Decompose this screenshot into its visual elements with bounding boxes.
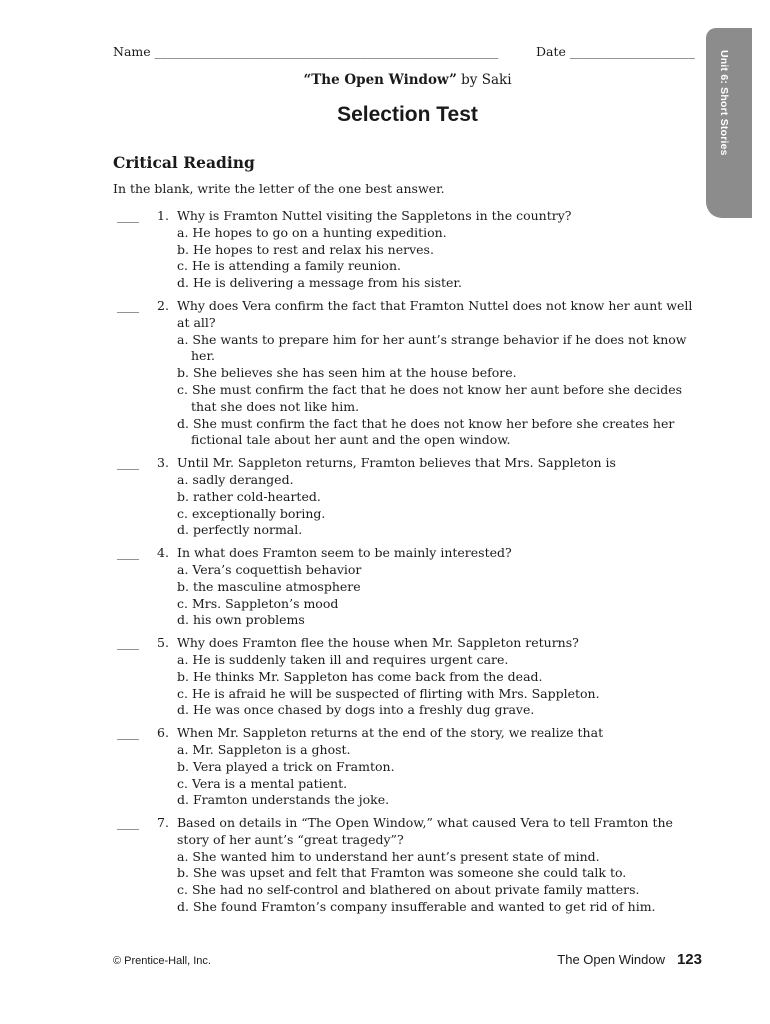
choice-a: a. Vera’s coquettish behavior	[177, 561, 362, 577]
page-number: 123	[676, 951, 702, 968]
answer-blank[interactable]: ____	[117, 545, 138, 561]
question-2	[113, 298, 703, 449]
question-list	[113, 208, 703, 916]
question-5	[113, 635, 703, 719]
page-footer	[557, 951, 702, 968]
choice-d: d. Framton understands the joke.	[177, 792, 390, 808]
choice-a: a. She wants to prepare him for her aunt’s strange behavior if he does not know her.	[177, 331, 687, 364]
choice-d: d. his own problems	[177, 612, 305, 628]
story-title: “The Open Window”	[303, 72, 457, 88]
question-number: 5.	[157, 635, 169, 651]
choice-a: a. He hopes to go on a hunting expedition.	[177, 224, 447, 240]
choice-d: d. perfectly normal.	[177, 522, 303, 538]
test-title: Selection Test	[337, 103, 478, 126]
question-prompt: Until Mr. Sappleton returns, Framton believes that Mrs. Sappleton is	[177, 455, 616, 471]
footer-title: The Open Window	[557, 952, 665, 967]
choice-a: a. She wanted him to understand her aunt’s present state of mind.	[177, 848, 600, 864]
choice-b: b. rather cold-hearted.	[177, 488, 321, 504]
story-title-line	[0, 72, 770, 88]
story-author: by Saki	[456, 72, 512, 88]
question-prompt: Why does Framton flee the house when Mr. Sappleton returns?	[177, 635, 579, 651]
choice-d: d. He is delivering a message from his sister.	[177, 275, 463, 291]
answer-blank[interactable]: ____	[117, 455, 138, 471]
choice-c: c. He is afraid he will be suspected of flirting with Mrs. Sappleton.	[177, 685, 600, 701]
question-1	[113, 208, 703, 292]
answer-blank[interactable]: ____	[117, 208, 138, 223]
copyright-notice: © Prentice-Hall, Inc.	[113, 955, 211, 967]
answer-blank[interactable]: ____	[117, 297, 138, 313]
choice-c: c. She must confirm the fact that he does not know her aunt before she decides that she does not like him.	[177, 381, 683, 414]
choice-d: d. She must confirm the fact that he does not know her before she creates her fictional tale about her aunt and the open window.	[177, 415, 675, 448]
question-number: 1.	[157, 208, 169, 223]
choice-a: a. He is suddenly taken ill and requires urgent care.	[177, 651, 509, 667]
question-3	[113, 455, 703, 539]
choice-c: c. exceptionally boring.	[177, 505, 326, 521]
question-prompt: Why is Framton Nuttel visiting the Sappletons in the country?	[177, 208, 572, 223]
unit-tab-label: Unit 6: Short Stories	[718, 50, 730, 156]
answer-blank[interactable]: ____	[117, 635, 138, 651]
answer-blank[interactable]: ____	[117, 725, 138, 741]
question-number: 4.	[157, 545, 169, 561]
answer-blank[interactable]: ____	[117, 815, 138, 831]
choice-b: b. She believes she has seen him at the house before.	[177, 365, 517, 381]
question-number: 3.	[157, 455, 169, 471]
choice-a: a. Mr. Sappleton is a ghost.	[177, 741, 351, 757]
name-field[interactable]: Name _______________________________________________________	[113, 44, 499, 59]
question-prompt: In what does Framton seem to be mainly interested?	[177, 545, 512, 561]
choice-c: c. Vera is a mental patient.	[177, 775, 348, 791]
question-number: 2.	[157, 297, 169, 313]
choice-b: b. He thinks Mr. Sappleton has come back from the dead.	[177, 668, 543, 684]
question-7	[113, 815, 703, 916]
choice-b: b. the masculine atmosphere	[177, 578, 361, 594]
choice-c: c. Mrs. Sappleton’s mood	[177, 595, 339, 611]
question-number: 6.	[157, 725, 169, 741]
choice-a: a. sadly deranged.	[177, 471, 294, 487]
choice-d: d. He was once chased by dogs into a freshly dug grave.	[177, 702, 535, 718]
choice-d: d. She found Framton’s company insufferable and wanted to get rid of him.	[177, 899, 656, 915]
choice-c: c. She had no self-control and blathered on about private family matters.	[177, 882, 640, 898]
question-prompt: When Mr. Sappleton returns at the end of the story, we realize that	[177, 725, 604, 741]
section-heading: Critical Reading	[113, 153, 255, 172]
choice-b: b. He hopes to rest and relax his nerves.	[177, 241, 434, 257]
choice-b: b. Vera played a trick on Framton.	[177, 758, 395, 774]
choice-b: b. She was upset and felt that Framton was someone she could talk to.	[177, 865, 627, 881]
instructions: In the blank, write the letter of the one best answer.	[113, 181, 445, 196]
date-field[interactable]: Date ____________________	[536, 44, 695, 59]
question-number: 7.	[157, 815, 169, 831]
choice-c: c. He is attending a family reunion.	[177, 258, 401, 274]
question-4	[113, 545, 703, 629]
question-prompt: Based on details in “The Open Window,” what caused Vera to tell Framton the story of her aunt’s “great tragedy”?	[177, 815, 673, 847]
question-prompt: Why does Vera confirm the fact that Framton Nuttel does not know her aunt well at all?	[177, 297, 693, 330]
question-6	[113, 725, 703, 809]
